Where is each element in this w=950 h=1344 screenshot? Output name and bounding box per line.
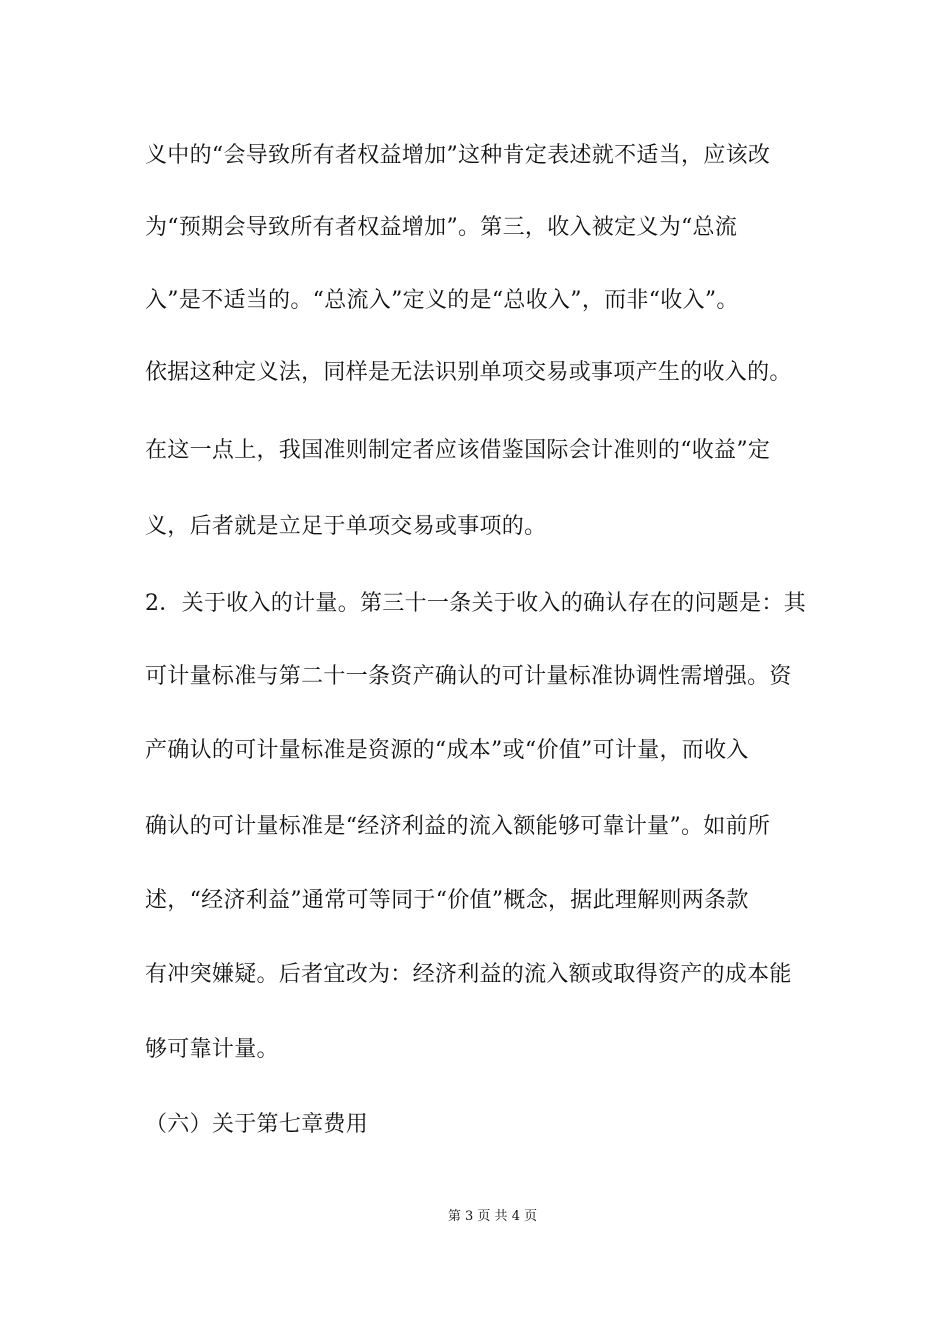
- body-text-line: 确认的可计量标准是“经济利益的流入额能够可靠计量”。如前所: [145, 814, 771, 839]
- page-number-footer: 第 3 页 共 4 页: [447, 1209, 538, 1224]
- body-text-line: 入”是不适当的。“总流入”定义的是“总收入”，而非“收入”。: [145, 288, 739, 313]
- body-text-line: 述，“经济利益”通常可等同于“价值”概念，据此理解则两条款: [145, 888, 749, 913]
- body-text-line: 在这一点上，我国准则制定者应该借鉴国际会计准则的“收益”定: [145, 438, 771, 463]
- body-text-line: 义，后者就是立足于单项交易或事项的。: [145, 514, 547, 539]
- section-heading: （六）关于第七章费用: [145, 1112, 369, 1137]
- body-text-line: 可计量标准与第二十一条资产确认的可计量标准协调性需增强。资: [145, 664, 792, 689]
- body-text-line: 为“预期会导致所有者权益增加”。第三，收入被定义为“总流: [145, 215, 738, 240]
- body-text-line: 依据这种定义法，同样是无法识别单项交易或事项产生的收入的。: [145, 360, 792, 385]
- body-text-line: 有冲突嫌疑。后者宜改为：经济利益的流入额或取得资产的成本能: [145, 962, 792, 987]
- section-item-line: 2．关于收入的计量。第三十一条关于收入的确认存在的问题是：其: [145, 591, 806, 616]
- body-text-line: 够可靠计量。: [145, 1037, 279, 1062]
- body-text-line: 产确认的可计量标准是资源的“成本”或“价值”可计量，而收入: [145, 738, 749, 763]
- body-text-line: 义中的“会导致所有者权益增加”这种肯定表述就不适当，应该改: [145, 143, 771, 168]
